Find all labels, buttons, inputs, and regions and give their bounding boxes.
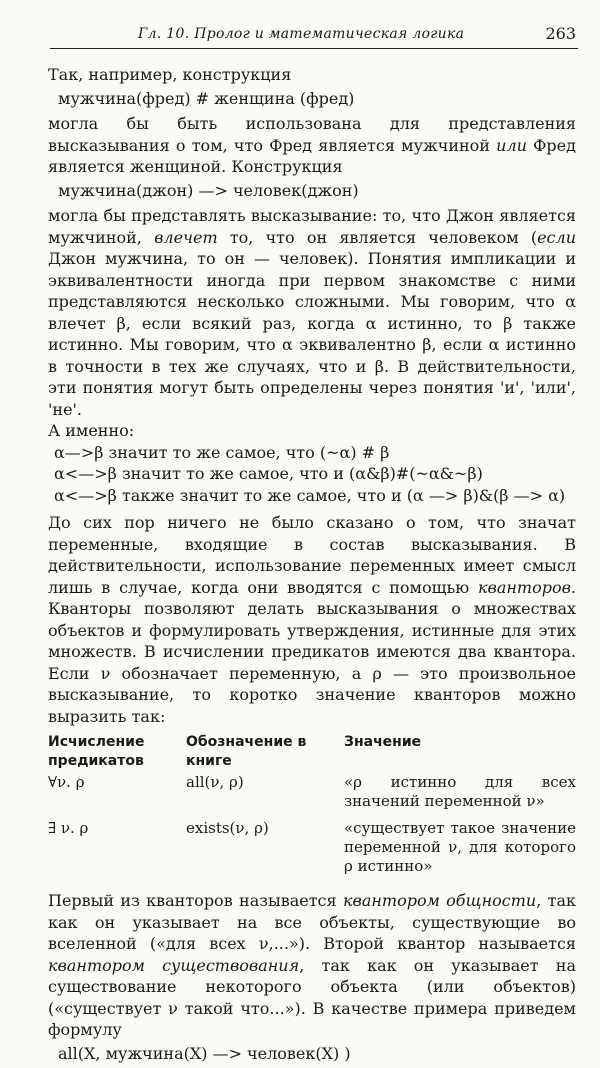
- paragraph: [48, 113, 576, 178]
- table-header: Значение: [344, 734, 422, 750]
- running-header: [50, 22, 578, 49]
- table-cell: «ρ истинно для всех значений переменной ν»: [344, 773, 576, 810]
- chapter-title: Гл. 10. Пролог и математическая логика: [138, 26, 465, 42]
- paragraph: [48, 512, 576, 727]
- table-cell: ∀ν. ρ: [48, 773, 85, 791]
- paragraph: А именно:: [48, 421, 135, 440]
- table-cell: «существует такое значение переменной ν, для которого ρ истинно»: [344, 819, 576, 875]
- table-row: [48, 817, 576, 882]
- formula: α<—>β также значит то же самое, что и (α —> β)&(β —> α): [54, 485, 566, 505]
- text-run: Фред является женщиной. Конструкция: [48, 135, 576, 176]
- table-header: Обозначение в книге: [186, 734, 307, 769]
- emphasis: или: [496, 135, 527, 155]
- table-row: [48, 771, 576, 817]
- emphasis: влечет: [154, 227, 218, 247]
- formula: α—>β значит то же самое, что (~α) # β: [54, 442, 390, 462]
- text-run: могла бы представлять высказывание: то, что Джон является мужчиной,: [48, 206, 576, 247]
- formula: all(X, мужчина(X) —> человек(X) ): [58, 1043, 351, 1063]
- page-content: [48, 64, 576, 1068]
- quantifier-table: [48, 733, 576, 882]
- paragraph: Так, например, конструкция: [48, 65, 292, 84]
- text-run: то, что он является человеком (: [217, 227, 538, 247]
- table-header-row: [48, 733, 576, 771]
- text-run: . Кванторы позволяют делать высказывания о множествах объектов и формулировать утверждения, истинные для этих множеств. В исчислении предикатов имеются два квантора. Если ν обозначает переменную, а ρ — это произвольное высказывание, то коротко значение кванторов можно выразить так:: [48, 577, 576, 726]
- text-run: , так как он указывает на все объекты, существующие во вселенной («для всех ν,...»). Второй квантор называется: [48, 891, 577, 953]
- formula-group: [48, 442, 576, 507]
- formula: α<—>β значит то же самое, что и (α&β)#(~α&~β): [54, 464, 483, 483]
- table-header: Исчисление предикатов: [48, 734, 145, 769]
- emphasis: квантором существования: [48, 955, 300, 975]
- page-number: 263: [545, 24, 576, 43]
- text-run: , так как он указывает на существование некоторого объекта (или объектов) («существует ν такой что...»). В качестве примера приведем формулу: [48, 955, 576, 1039]
- text-run: Первый из кванторов называется: [48, 891, 343, 910]
- formula: мужчина(джон) —> человек(джон): [58, 180, 359, 200]
- text-run: До сих пор ничего не было сказано о том, что значат переменные, входящие в состав высказывания. В действительности, использование переменных имеет смысл лишь в случае, когда они вводятся с помощью: [48, 513, 576, 597]
- table-cell: ∃ ν. ρ: [48, 819, 89, 837]
- table-cell: exists(ν, ρ): [186, 819, 269, 837]
- paragraph: [48, 205, 576, 420]
- formula: мужчина(фред) # женщина (фред): [58, 88, 355, 108]
- text-run: могла бы быть использована для представления высказывания о том, что Фред является мужчиной: [48, 114, 576, 155]
- table-cell: all(ν, ρ): [186, 773, 244, 791]
- emphasis: если: [537, 227, 576, 247]
- emphasis: кванторов: [477, 577, 571, 597]
- text-run: Джон мужчина, то он — человек). Понятия импликации и эквивалентности иногда при первом знакомстве с ними представляются несколько сложными. Мы говорим, что α влечет β, если всякий раз, когда α истинно, то β также истинно. Мы говорим, что α эквивалентно β, если α истинно в точности в тех же случаях, что и β. В действительности, эти понятия могут быть определены через понятия 'и', 'или', 'не'.: [48, 249, 576, 419]
- paragraph: [48, 890, 576, 1041]
- emphasis: квантором общности: [342, 891, 537, 910]
